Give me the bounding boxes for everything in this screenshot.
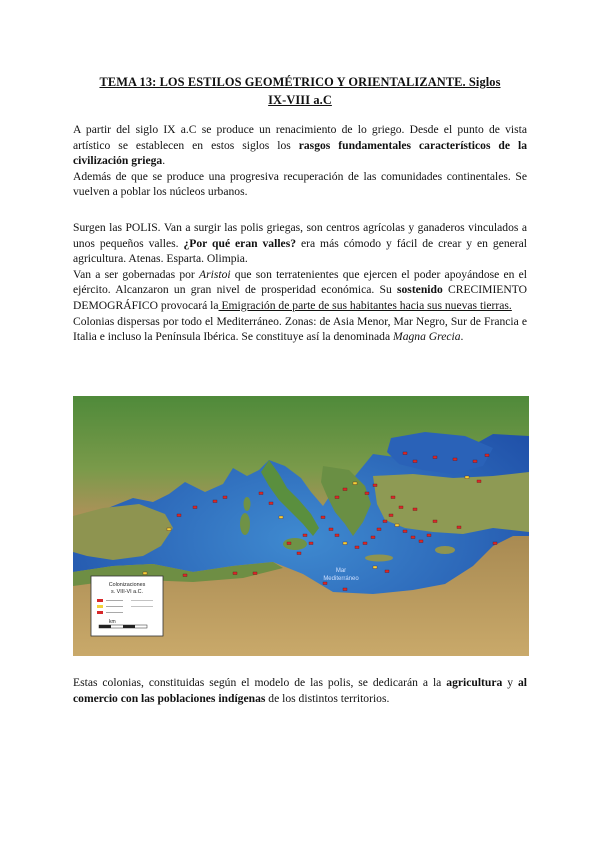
colony-marker	[473, 460, 477, 463]
colony-marker	[343, 588, 347, 591]
page-title	[70, 73, 530, 109]
title-line-2: IX-VIII a.C	[268, 93, 332, 107]
colony-marker	[223, 496, 227, 499]
legend-scale-seg-2	[123, 625, 135, 628]
legend-title-2: s. VIII-VI a.C.	[110, 589, 144, 595]
colony-marker	[485, 454, 489, 457]
colony-marker	[213, 500, 217, 503]
colony-marker	[413, 508, 417, 511]
colony-marker	[183, 574, 187, 577]
colony-marker	[321, 516, 325, 519]
legend-title-1: Colonizaciones	[108, 582, 146, 588]
legend-swatch-yellow	[97, 605, 103, 608]
colony-marker	[373, 484, 377, 487]
colony-marker	[373, 566, 377, 569]
map-crete	[365, 555, 393, 562]
legend-swatch-red	[97, 599, 103, 602]
colony-marker	[427, 534, 431, 537]
colony-marker	[323, 582, 327, 585]
colony-marker	[403, 452, 407, 455]
colony-marker	[399, 506, 403, 509]
colony-marker	[477, 480, 481, 483]
sea-label-1: Mar	[335, 568, 347, 574]
colony-marker	[279, 516, 283, 519]
colony-marker	[385, 570, 389, 573]
colony-marker	[419, 540, 423, 543]
legend-swatch-red-2	[97, 611, 103, 614]
colony-marker	[465, 476, 469, 479]
map-sicily	[283, 538, 307, 550]
colony-marker	[433, 456, 437, 459]
colony-marker	[389, 514, 393, 517]
map-sardinia	[240, 513, 250, 535]
polis-paragraph-1: Surgen las POLIS. Van a surgir las polis griegas, son centros agrícolas y ganaderos vinculados a unos pequeños valles. ¿Por qué eran valles? era más cómodo y fácil de crear y en general agricultura. Atenas. Esparta. Olimpia.	[73, 221, 528, 266]
colony-marker	[411, 536, 415, 539]
sea-label-2: Mediterráneo	[323, 576, 359, 582]
intro-paragraph-2: Además de que se produce una progresiva recuperación de las comunidades continentales. Se vuelven a poblar los núcleos urbanos.	[73, 169, 527, 199]
colony-marker	[395, 524, 399, 527]
colony-marker	[287, 542, 291, 545]
colony-marker	[309, 542, 313, 545]
greek-colonization-map	[73, 396, 529, 656]
colony-marker	[335, 534, 339, 537]
colony-marker	[353, 482, 357, 485]
colony-marker	[377, 528, 381, 531]
colony-marker	[343, 542, 347, 545]
colony-marker	[453, 458, 457, 461]
colony-marker	[493, 542, 497, 545]
colony-marker	[413, 460, 417, 463]
colony-marker	[253, 572, 257, 575]
colony-marker	[343, 488, 347, 491]
colony-marker	[335, 496, 339, 499]
closing-section	[73, 675, 527, 706]
colony-marker	[457, 526, 461, 529]
colony-marker	[143, 572, 147, 575]
colony-marker	[193, 506, 197, 509]
legend-scale-unit: km	[109, 619, 116, 625]
intro-section	[73, 122, 527, 200]
title-line-1: TEMA 13: LOS ESTILOS GEOMÉTRICO Y ORIENTALIZANTE. Siglos	[99, 75, 501, 89]
colony-marker	[365, 492, 369, 495]
colony-marker	[269, 502, 273, 505]
colony-marker	[363, 542, 367, 545]
colony-marker	[177, 514, 181, 517]
polis-paragraph-3: Colonias dispersas por todo el Mediterráneo. Zonas: de Asia Menor, Mar Negro, Sur de Francia e Italia e incluso la Península Ibérica. Se constituye así la denominada Magna Grecia.	[73, 314, 527, 344]
colony-marker	[303, 534, 307, 537]
colony-marker	[371, 536, 375, 539]
colony-marker	[403, 530, 407, 533]
map-cyprus	[435, 546, 455, 554]
colony-marker	[167, 528, 171, 531]
intro-paragraph-1: A partir del siglo IX a.C se produce un renacimiento de lo griego. Desde el punto de vista artístico se establecen en estos siglos los rasgos fundamentales característicos de la civilización griega.	[73, 123, 527, 168]
colony-marker	[391, 496, 395, 499]
closing-paragraph: Estas colonias, constituidas según el modelo de las polis, se dedicarán a la agricultura y al comercio con las poblaciones indígenas de los distintos territorios.	[73, 676, 527, 705]
map-legend	[91, 576, 163, 636]
polis-paragraph-2: Van a ser gobernadas por Aristoi que son terratenientes que ejercen el poder apoyándose en el ejército. Alcanzaron un gran nivel de prosperidad económica. Su sostenido CRECIMIENTO DEMOGRÁFICO provocará la Emigración de parte de sus habitantes hacia sus nuevas tierras.	[73, 267, 528, 312]
colony-marker	[233, 572, 237, 575]
map-corsica	[244, 497, 251, 511]
colony-marker	[259, 492, 263, 495]
legend-scale-seg-1	[99, 625, 111, 628]
colony-marker	[329, 528, 333, 531]
colony-marker	[297, 552, 301, 555]
colony-marker	[383, 520, 387, 523]
colony-marker	[355, 546, 359, 549]
polis-section	[73, 220, 527, 345]
colony-marker	[433, 520, 437, 523]
